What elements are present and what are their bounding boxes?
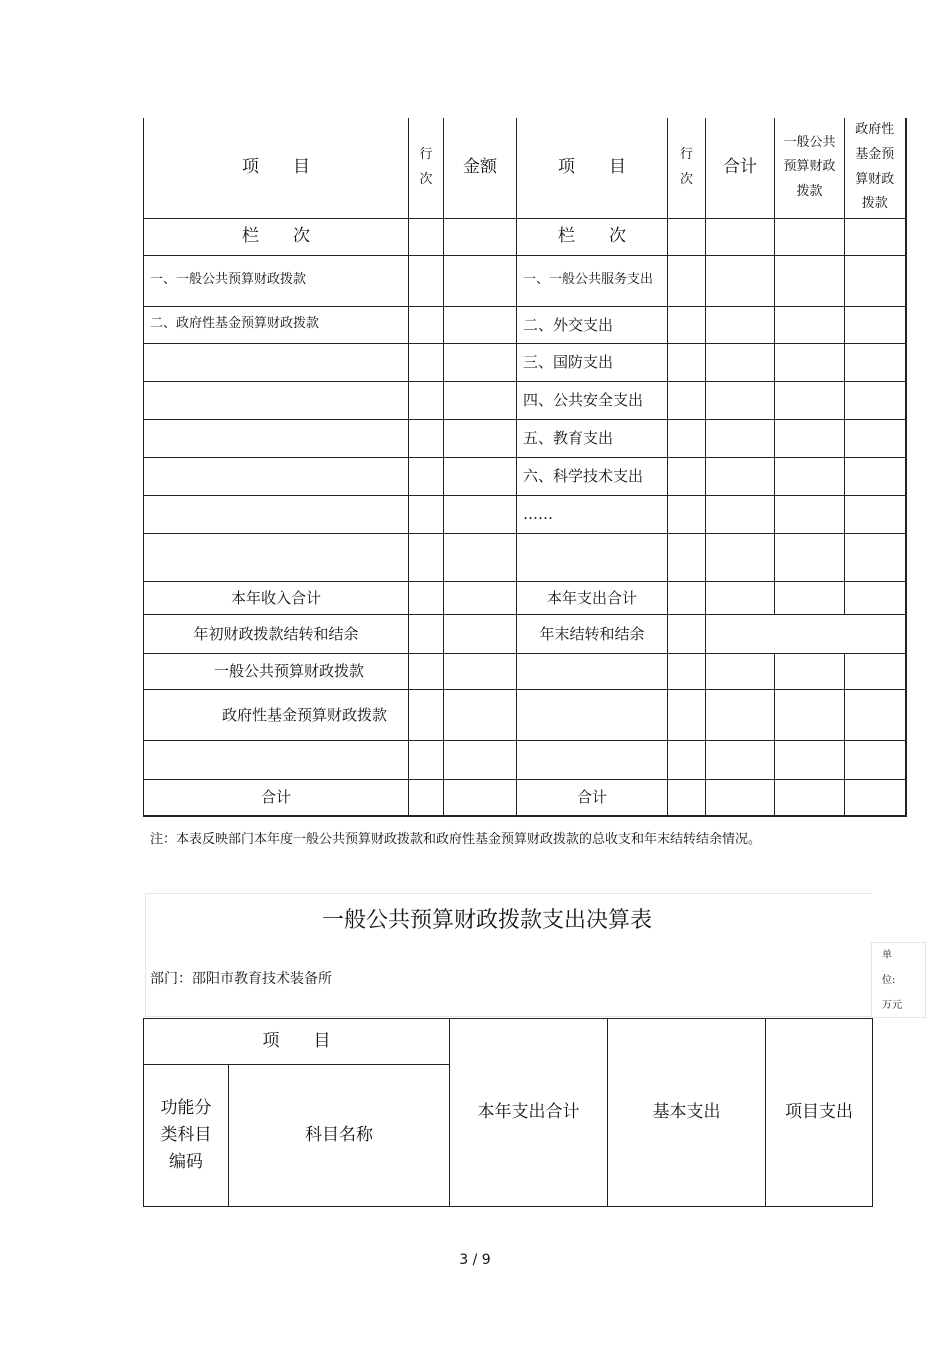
- expense-item: 二、外交支出: [517, 306, 668, 343]
- header-year-total: 本年支出合计: [450, 1019, 608, 1207]
- header-name: 科目名称: [229, 1065, 450, 1207]
- income-item: 二、政府性基金预算财政拨款: [144, 306, 409, 343]
- header-amount: 金额: [444, 118, 517, 218]
- page-number: 3 / 9: [459, 1252, 491, 1268]
- income-total: 本年收入合计: [144, 581, 409, 614]
- header-gov-fund: 政府性基金预算财政拨款: [845, 118, 906, 218]
- header-item: 项 目: [144, 1019, 450, 1065]
- header-row-no: 行 次: [409, 118, 444, 218]
- appropriation-summary-table: [143, 118, 907, 817]
- header-item: 项 目: [144, 118, 409, 218]
- grand-total-right: 合计: [517, 779, 668, 816]
- closing-balance: 年末结转和结余: [517, 614, 668, 653]
- header-row-no-2: 行 次: [668, 118, 706, 218]
- header-general-budget: 一般公共预算财政拨款: [775, 118, 845, 218]
- column-label-right: 栏 次: [517, 218, 668, 255]
- table-note: 注：本表反映部门本年度一般公共预算财政拨款和政府性基金预算财政拨款的总收支和年末结转结余情况。: [150, 832, 762, 847]
- expense-item: 一、一般公共服务支出: [517, 255, 668, 306]
- section-title: 一般公共预算财政拨款支出决算表: [321, 908, 652, 933]
- department-label: 部门：邵阳市教育技术装备所: [150, 971, 332, 987]
- grand-total-left: 合计: [144, 779, 409, 816]
- sub-gov-fund: 政府性基金预算财政拨款: [144, 689, 409, 740]
- unit-label: 单 位: 万元: [871, 942, 926, 1018]
- opening-balance: 年初财政拨款结转和结余: [144, 614, 409, 653]
- header-total: 合计: [706, 118, 775, 218]
- sub-general-budget: 一般公共预算财政拨款: [144, 653, 409, 689]
- expenditure-header-table: [143, 1018, 873, 1207]
- expense-item: 四、公共安全支出: [517, 381, 668, 419]
- expense-item: ……: [517, 495, 668, 533]
- expense-total: 本年支出合计: [517, 581, 668, 614]
- header-basic: 基本支出: [608, 1019, 766, 1207]
- column-label-left: 栏 次: [144, 218, 409, 255]
- expense-item: 六、科学技术支出: [517, 457, 668, 495]
- header-project: 项目支出: [766, 1019, 873, 1207]
- expense-item: 三、国防支出: [517, 343, 668, 381]
- income-item: 一、一般公共预算财政拨款: [144, 255, 409, 306]
- header-item-2: 项 目: [517, 118, 668, 218]
- header-code: 功能分类科目编码: [144, 1065, 229, 1207]
- expense-item: 五、教育支出: [517, 419, 668, 457]
